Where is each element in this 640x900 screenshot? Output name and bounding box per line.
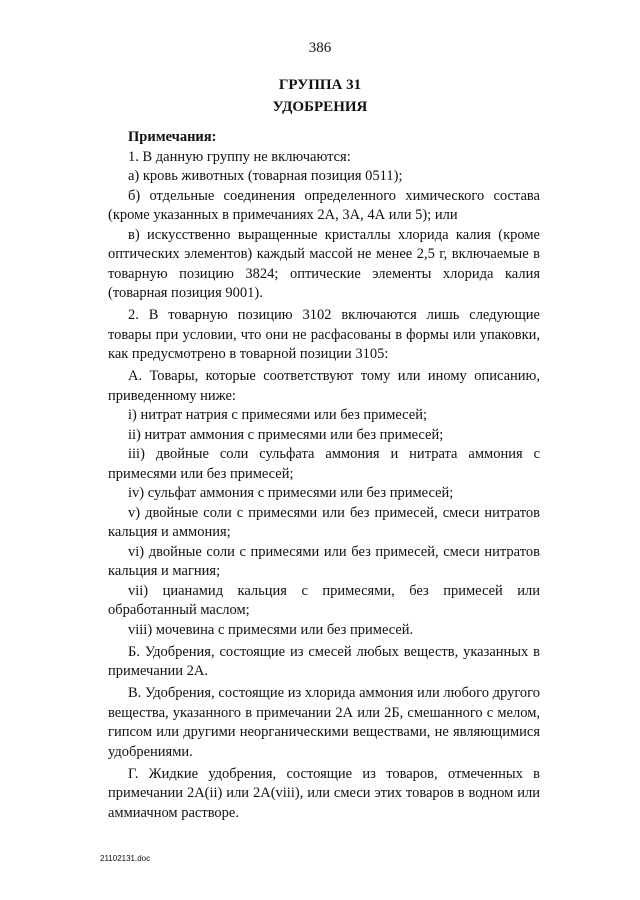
note-2-item-iii: iii) двойные соли сульфата аммония и нитрата аммония с примесями или без примесей; (108, 446, 540, 482)
note-2-item-vi: vi) двойные соли с примесями или без примесей, смеси нитратов кальция и магния; (108, 543, 540, 579)
group-title (0, 74, 640, 118)
note-2-item-vii: vii) цианамид кальция с примесями, без примесей или обработанный маслом; (108, 582, 540, 618)
note-2-item-ii: ii) нитрат аммония с примесями или без примесей; (128, 426, 444, 443)
note-1-item-b: б) отдельные соединения определенного химического состава (кроме указанных в примечаниях 2А, 3А, 4А или 5); или (108, 187, 540, 223)
note-2-section-v: В. Удобрения, состоящие из хлорида аммония или любого другого вещества, указанного в примечании 2А или 2Б, смешанного с мелом, гипсом или другими неорганическими веществами, не являющимися удобрениями. (108, 685, 540, 760)
note-2: 2. В товарную позицию 3102 включаются лишь следующие товары при условии, что они не расфасованы в формы или упаковки, как предусмотрено в товарной позиции 3105: (108, 307, 540, 362)
note-1-item-v: в) искусственно выращенные кристаллы хлорида калия (кроме оптических элементов) каждый массой не менее 2,5 г, включаемые в товарную позицию 3824; оптические элементы хлорида калия (товарная позиция 9001). (108, 226, 540, 301)
note-2-section-a: А. Товары, которые соответствуют тому или иному описанию, приведенному ниже: (108, 368, 540, 404)
note-2-item-iv: iv) сульфат аммония с примесями или без примесей; (128, 485, 454, 501)
group-number-heading: ГРУППА 31 (278, 77, 362, 93)
note-2-item-i: i) нитрат натрия с примесями или без примесей; (128, 407, 428, 423)
notes-heading: Примечания: (128, 129, 217, 145)
note-1: 1. В данную группу не включаются: (128, 148, 351, 165)
note-2-item-viii: viii) мочевина с примесями или без примесей. (128, 621, 414, 638)
footer-filename: 21102131.doc (100, 854, 151, 863)
page-number: 386 (308, 40, 332, 56)
note-2-section-g: Г. Жидкие удобрения, состоящие из товаров, отмеченных в примечании 2А(ii) или 2А(viii), или смеси этих товаров в водном или аммиачном растворе. (108, 765, 540, 821)
note-2-item-v: v) двойные соли с примесями или без примесей, смеси нитратов кальция и аммония; (108, 504, 540, 540)
group-name-heading: УДОБРЕНИЯ (272, 99, 368, 115)
note-2-section-b: Б. Удобрения, состоящие из смесей любых веществ, указанных в примечании 2А. (108, 643, 540, 679)
notes-section (108, 128, 540, 823)
note-1-item-a: а) кровь животных (товарная позиция 0511); (128, 168, 403, 184)
